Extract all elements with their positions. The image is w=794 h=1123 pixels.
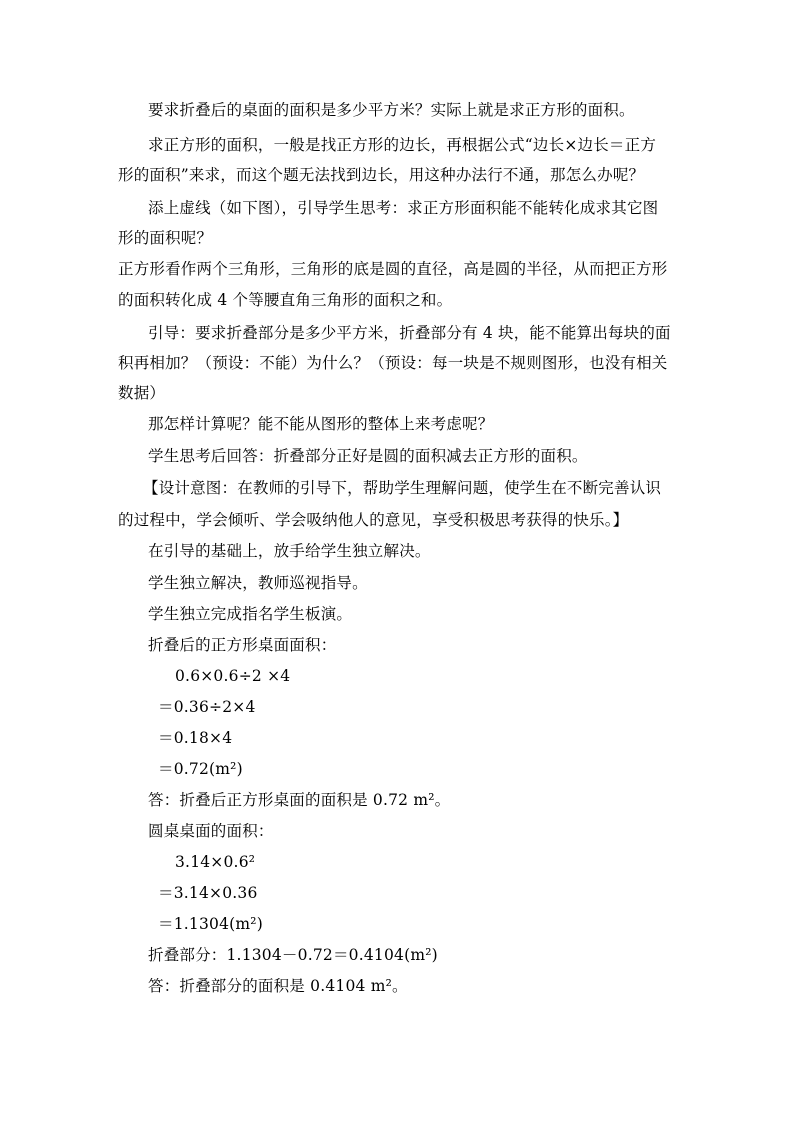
equation-line: ＝0.18×4 (158, 729, 233, 747)
paragraph-line: 添上虚线（如下图），引导学生思考：求正方形面积能不能转化成求其它图 (148, 199, 659, 217)
paragraph-line: 的面积转化成 4 个等腰直角三角形的面积之和。 (118, 291, 453, 309)
answer-line: 答：折叠部分的面积是 0.4104 m²。 (148, 977, 408, 995)
paragraph-line: 要求折叠后的桌面的面积是多少平方米？实际上就是求正方形的面积。 (148, 101, 635, 119)
equation-line: 折叠部分：1.1304－0.72＝0.4104(m²) (148, 946, 438, 964)
design-intent-line: 的过程中，学会倾听、学会吸纳他人的意见，享受积极思考获得的快乐。】 (118, 511, 629, 529)
paragraph-line: 数据） (118, 384, 166, 402)
equation-line: ＝1.1304(m²) (158, 915, 263, 933)
paragraph-line: 形的面积”来求，而这个题无法找到边长，用这种办法行不通，那怎么办呢？ (118, 166, 645, 184)
paragraph-line: 引导：要求折叠部分是多少平方米，折叠部分有 4 块，能不能算出每块的面 (148, 324, 671, 342)
paragraph-line: 圆桌桌面的面积： (148, 822, 274, 840)
paragraph-line: 形的面积呢？ (118, 229, 213, 247)
answer-line: 答：折叠后正方形桌面的面积是 0.72 m²。 (148, 791, 451, 809)
equation-line: 3.14×0.6² (175, 853, 256, 871)
equation-line: ＝0.36÷2×4 (158, 698, 256, 716)
paragraph-line: 折叠后的正方形桌面面积： (148, 636, 337, 654)
paragraph-line: 求正方形的面积，一般是找正方形的边长，再根据公式“边长×边长＝正方 (148, 136, 657, 154)
paragraph-line: 学生独立完成指名学生板演。 (148, 605, 353, 623)
paragraph-line: 在引导的基础上，放手给学生独立解决。 (148, 542, 431, 560)
paragraph-line: 正方形看作两个三角形，三角形的底是圆的直径，高是圆的半径，从而把正方形 (118, 260, 668, 278)
paragraph-line: 学生思考后回答：折叠部分正好是圆的面积减去正方形的面积。 (148, 447, 588, 465)
paragraph-line: 那怎样计算呢？能不能从图形的整体上来考虑呢？ (148, 415, 494, 433)
paragraph-line: 学生独立解决，教师巡视指导。 (148, 574, 368, 592)
equation-line: 0.6×0.6÷2 ×4 (175, 667, 291, 685)
equation-line: ＝3.14×0.36 (158, 884, 258, 902)
paragraph-line: 积再相加？（预设：不能）为什么？（预设：每一块是不规则图形，也没有相关 (118, 354, 668, 372)
design-intent-line: 【设计意图：在教师的引导下，帮助学生理解问题，使学生在不断完善认识 (143, 479, 662, 497)
equation-line: ＝0.72(m²) (158, 760, 243, 778)
